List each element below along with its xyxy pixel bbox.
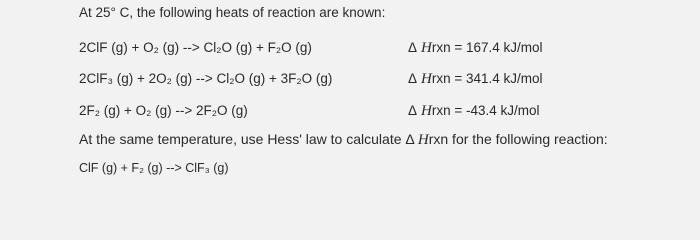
- reaction-row-3: [79, 103, 679, 121]
- h-symbol: H: [417, 132, 429, 148]
- target-reaction: ClF (g) + F₂ (g) --> ClF₃ (g): [79, 161, 229, 175]
- enthalpy-value: [408, 71, 543, 88]
- reaction-row-2: [79, 71, 679, 89]
- question-text: [79, 131, 608, 148]
- delta-symbol: Δ: [405, 131, 414, 147]
- h-symbol: H: [421, 40, 432, 56]
- delta-symbol: Δ: [408, 40, 418, 55]
- reaction-row-1: [79, 40, 679, 58]
- enthalpy-text: rxn = -43.4 kJ/mol: [431, 103, 540, 118]
- delta-symbol: Δ: [408, 71, 418, 86]
- reaction-equation: 2ClF (g) + O₂ (g) --> Cl₂O (g) + F₂O (g): [79, 40, 312, 55]
- question-after: rxn for the following reaction:: [428, 131, 608, 147]
- enthalpy-text: rxn = 167.4 kJ/mol: [431, 40, 543, 55]
- enthalpy-value: [408, 103, 540, 120]
- delta-symbol: Δ: [408, 103, 418, 118]
- intro-text: At 25° C, the following heats of reaction are known:: [79, 5, 386, 20]
- reaction-equation: 2ClF₃ (g) + 2O₂ (g) --> Cl₂O (g) + 3F₂O (g): [79, 71, 333, 86]
- h-symbol: H: [421, 71, 432, 87]
- h-symbol: H: [421, 103, 432, 119]
- question-before: At the same temperature, use Hess' law to calculate: [79, 131, 406, 147]
- enthalpy-value: [408, 40, 543, 57]
- enthalpy-text: rxn = 341.4 kJ/mol: [431, 71, 543, 86]
- reaction-equation: 2F₂ (g) + O₂ (g) --> 2F₂O (g): [79, 103, 248, 118]
